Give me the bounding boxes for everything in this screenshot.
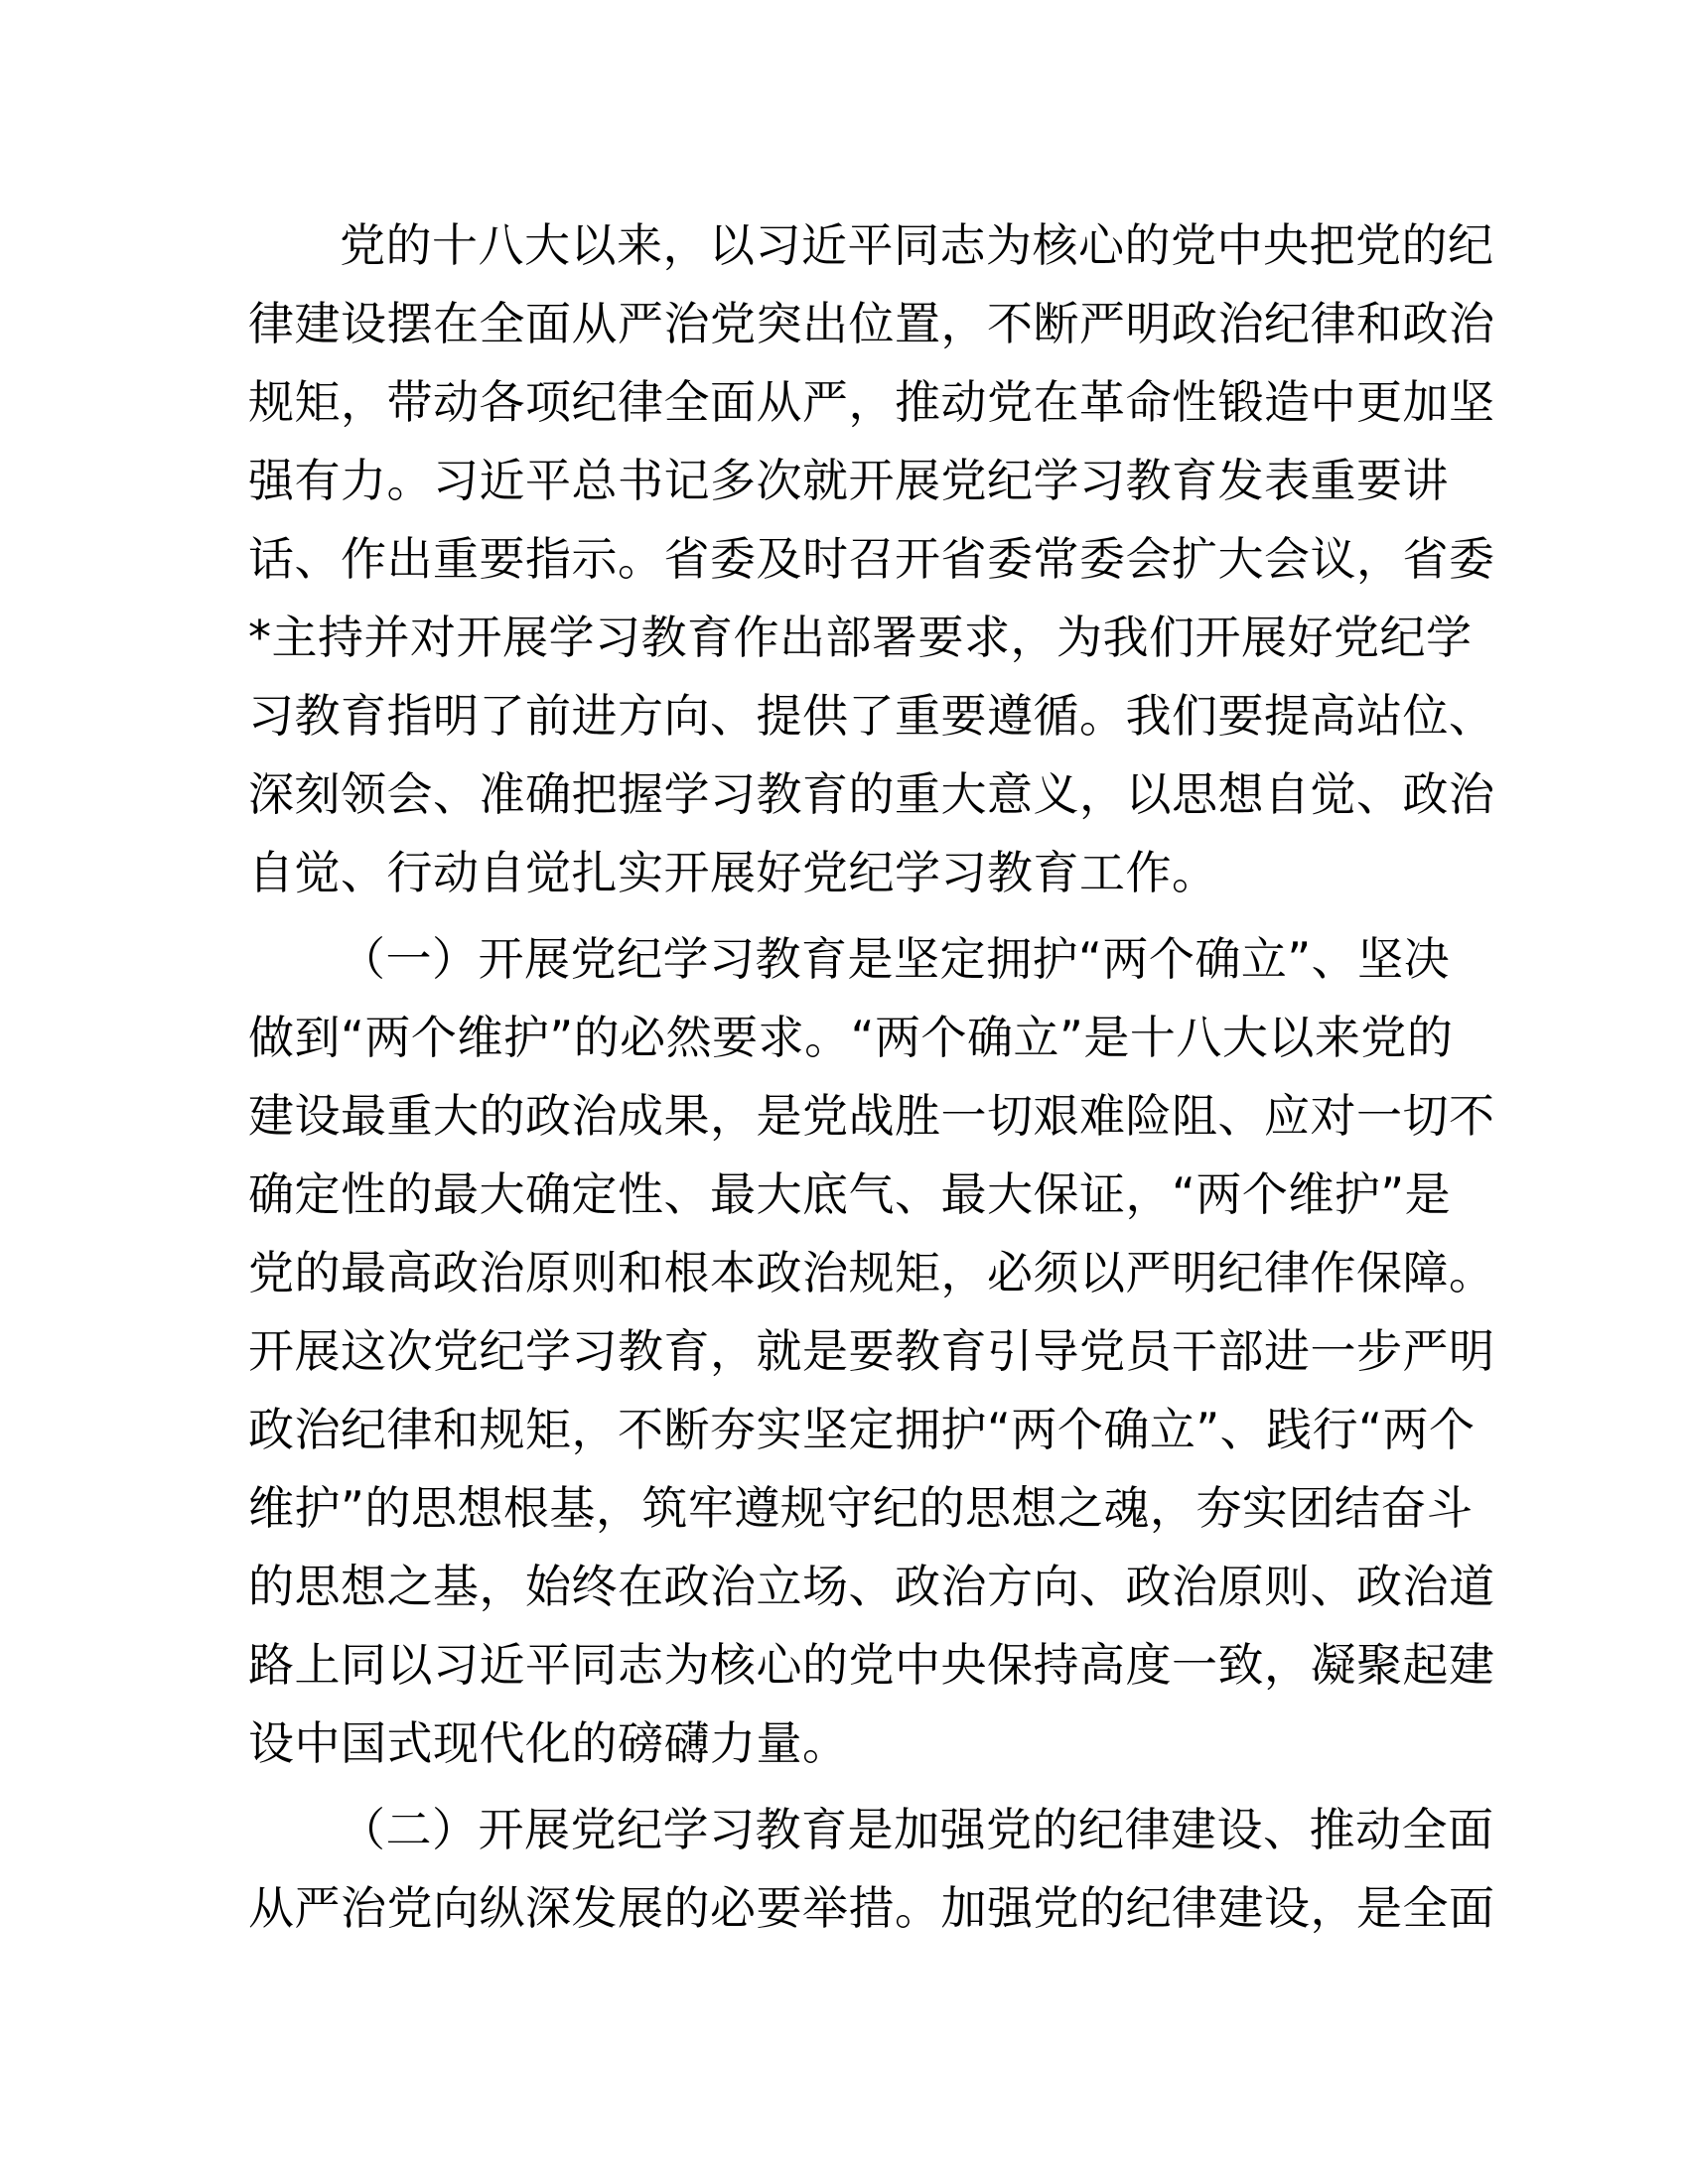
paragraph-line: 的思想之基，始终在政治立场、政治方向、政治原则、政治道 — [248, 1560, 1495, 1613]
paragraph-line: 政治纪律和规矩，不断夯实坚定拥护“两个确立”、践行“两个 — [248, 1403, 1476, 1456]
paragraph-line: 建设最重大的政治成果，是党战胜一切艰难险阻、应对一切不 — [248, 1089, 1495, 1143]
paragraph-3 — [248, 1791, 1495, 1948]
paragraph-line: 开展这次党纪学习教育，就是要教育引导党员干部进一步严明 — [248, 1324, 1495, 1378]
paragraph-line: 习教育指明了前进方向、提供了重要遵循。我们要提高站位、 — [248, 689, 1495, 743]
paragraph-line: 党的最高政治原则和根本政治规矩，必须以严明纪律作保障。 — [248, 1246, 1495, 1299]
paragraph-line: 设中国式现代化的磅礴力量。 — [248, 1716, 849, 1770]
paragraph-line: 确定性的最大确定性、最大底气、最大保证，“两个维护”是 — [248, 1167, 1452, 1221]
paragraph-line: 路上同以习近平同志为核心的党中央保持高度一致，凝聚起建 — [248, 1638, 1495, 1692]
body-text — [248, 206, 1495, 1948]
paragraph-spacer — [248, 912, 1440, 920]
paragraph-line: 话、作出重要指示。省委及时召开省委常委会扩大会议，省委 — [248, 532, 1495, 586]
paragraph-line: *主持并对开展学习教育作出部署要求，为我们开展好党纪学 — [248, 611, 1473, 664]
paragraph-1 — [248, 206, 1495, 912]
paragraph-line: 深刻领会、准确把握学习教育的重大意义，以思想自觉、政治 — [248, 767, 1495, 821]
paragraph-spacer — [248, 1783, 1440, 1791]
paragraph-line: （一）开展党纪学习教育是坚定拥护“两个确立”、坚决 — [340, 932, 1451, 986]
paragraph-line: 做到“两个维护”的必然要求。“两个确立”是十八大以来党的 — [248, 1011, 1454, 1064]
paragraph-2 — [248, 920, 1495, 1783]
paragraph-line: （二）开展党纪学习教育是加强党的纪律建设、推动全面 — [340, 1803, 1494, 1856]
paragraph-line: 维护”的思想根基，筑牢遵规守纪的思想之魂，夯实团结奋斗 — [248, 1481, 1474, 1535]
paragraph-line: 强有力。习近平总书记多次就开展党纪学习教育发表重要讲 — [248, 454, 1449, 507]
paragraph-line: 自觉、行动自觉扎实开展好党纪学习教育工作。 — [248, 846, 1218, 899]
paragraph-line: 党的十八大以来，以习近平同志为核心的党中央把党的纪 — [340, 218, 1494, 272]
paragraph-line: 律建设摆在全面从严治党突出位置，不断严明政治纪律和政治 — [248, 297, 1495, 350]
paragraph-line: 规矩，带动各项纪律全面从严，推动党在革命性锻造中更加坚 — [248, 375, 1495, 429]
paragraph-line: 从严治党向纵深发展的必要举措。加强党的纪律建设，是全面 — [248, 1881, 1495, 1935]
